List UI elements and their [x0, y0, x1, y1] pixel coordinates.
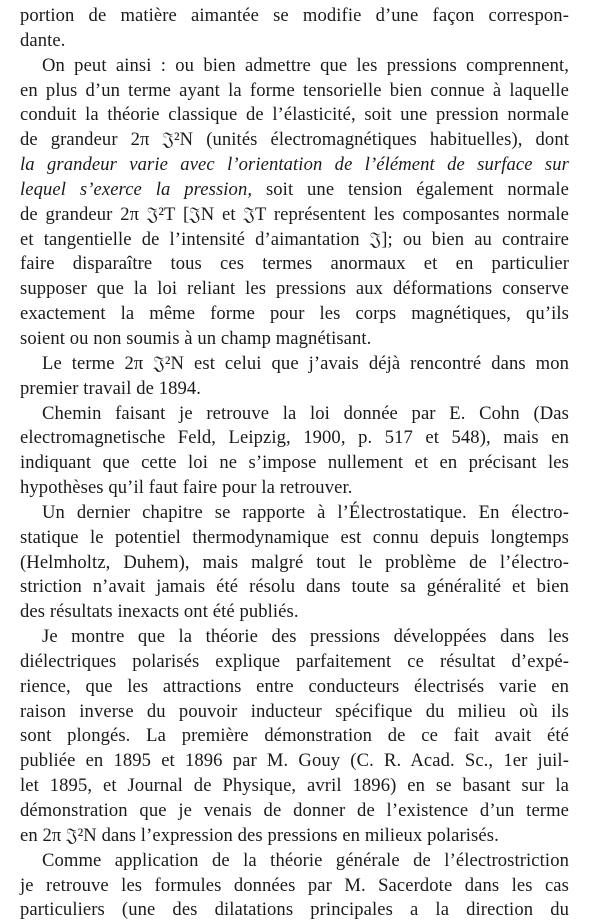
text-line: dante.	[20, 29, 66, 51]
paragraph-7	[20, 849, 569, 923]
paragraph-1	[20, 4, 569, 54]
text-line: rience, que les attractions entre conducteurs électrisés varie en	[20, 675, 569, 697]
text-line: electromagnetische Feld, Leipzig, 1900, p. 517 et 548), mais en	[20, 427, 569, 449]
text-line: striction n’avait jamais été résolu dans toute sa généralité et bien	[20, 576, 569, 598]
text-line: faire disparaître tous ces termes anormaux et en particulier	[20, 253, 569, 275]
text-line: statique le potentiel thermodynamique est connu depuis longtemps	[20, 526, 569, 548]
text-line: soient ou non soumis à un champ magnétisant.	[20, 327, 372, 349]
paragraph-4	[20, 402, 569, 501]
text-line-mixed: lequel s’exerce la pression, soit une tension également normale	[20, 178, 570, 200]
text-line: supposer que la loi reliant les pressions aux déformations conserve	[20, 278, 569, 300]
text-line: Je montre que la théorie des pressions développées dans les	[42, 626, 569, 648]
text-line: de grandeur 2π 𝔍²T [𝔍N et 𝔍T représentent les composantes normale	[20, 203, 569, 225]
text-line: Comme application de la théorie générale de l’électrostriction	[42, 849, 569, 871]
text-line: portion de matière aimantée se modifie d’une façon correspon-	[20, 5, 569, 26]
paragraph-2	[20, 54, 569, 352]
paragraph-6	[20, 625, 569, 849]
paragraph-5	[20, 501, 569, 625]
text-line: let 1895, et Journal de Physique, avril 1896) en se basant sur la	[20, 775, 569, 797]
text-line: de grandeur 2π 𝔍²N (unités électromagnétiques habituelles), dont	[20, 129, 569, 151]
text-line: Un dernier chapitre se rapporte à l’Électrostatique. En électro-	[42, 501, 569, 523]
text-line: conduit la théorie classique de l’élasticité, soit une pression normale	[20, 104, 569, 126]
text-line: diélectriques polarisés explique parfaitement ce résultat d’expé-	[20, 650, 569, 672]
text-line: particuliers (une des dilatations principales a la direction du	[20, 899, 569, 921]
text-line: en plus d’un terme ayant la forme tensorielle bien connue à laquelle	[20, 79, 569, 101]
text-line: premier travail de 1894.	[20, 377, 202, 399]
text-line: hypothèses qu’il faut faire pour la retrouver.	[20, 477, 353, 499]
text-line: je retrouve les formules données par M. Sacerdote dans les cas	[20, 874, 569, 896]
text-line: exactement la même forme pour les corps magnétiques, qu’ils	[20, 303, 569, 325]
text-line: On peut ainsi : ou bien admettre que les pressions comprennent,	[42, 54, 569, 76]
text-line: démonstration que je venais de donner de l’existence d’un terme	[20, 800, 569, 821]
text-line: publiée en 1895 et 1896 par M. Gouy (C. R. Acad. Sc., 1er juil-	[20, 750, 569, 772]
text-line: raison inverse du pouvoir inducteur spécifique du milieu où ils	[20, 700, 569, 722]
text-line: Le terme 2π 𝔍²N est celui que j’avais déjà rencontré dans mon	[42, 352, 569, 374]
text-line: sont plongés. La première démonstration de ce fait avait été	[20, 725, 569, 747]
text-line: Chemin faisant je retrouve la loi donnée par E. Cohn (Das	[42, 402, 569, 424]
text-line: et tangentielle de l’intensité d’aimantation 𝔍]; ou bien au contraire	[20, 228, 569, 250]
text-line-italic: la grandeur varie avec l’orientation de l’élément de surface sur	[20, 154, 569, 176]
italic-run: lequel s’exerce la pression,	[20, 178, 253, 200]
text-line: indiquant que cette loi ne s’impose nullement et en précisant les	[20, 452, 569, 474]
text-line: (Helmholtz, Duhem), mais malgré tout le problème de l’électro-	[20, 551, 569, 573]
paragraph-3	[20, 352, 569, 402]
text-line: des résultats inexacts ont été publiés.	[20, 601, 299, 623]
text-line: en 2π 𝔍²N dans l’expression des pressions en milieux polarisés.	[20, 824, 499, 846]
